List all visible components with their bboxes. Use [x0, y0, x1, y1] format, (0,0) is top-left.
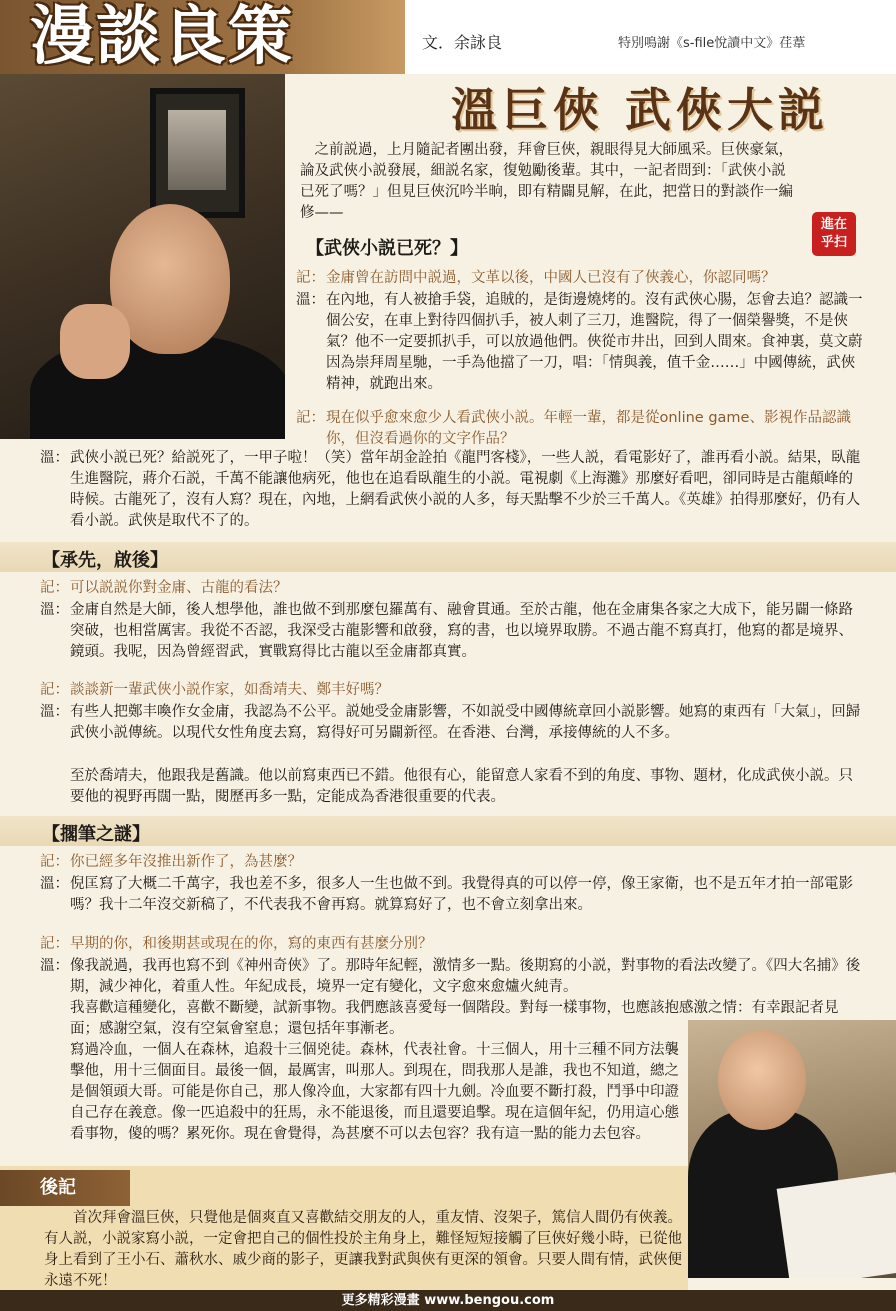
postscript-text: 首次拜會溫巨俠，只覺他是個爽直又喜歡結交朋友的人，重友情、沒架子，篤信人間仍有俠義。有人説，小説家寫小説，一定會把自己的個性投於主角身上，難怪短短接觸了巨俠好幾小時，已從他身上看到了王小石、蕭秋水、戚少商的影子，更讓我對武與俠有更深的領會。只要人間有情，武俠便永遠不死！	[44, 1210, 682, 1289]
section-heading-2: 【承先，啟後】	[42, 550, 168, 571]
credit-line: 特別鳴謝《s-file悅讀中文》荏葦	[618, 36, 806, 51]
photo-hand-shape	[60, 304, 130, 379]
intro-paragraph: 之前説過，上月隨記者團出發，拜會巨俠，親眼得見大師風采。巨俠豪氣，論及武俠小説發展，細説名家，復勉勵後輩。其中，一記者問到：「武俠小説已死了嗎？」但見巨俠沉吟半晌，即有精闢見解，在此，把當日的對談作一編修——	[300, 142, 793, 221]
answer-6: 溫： 像我説過，我再也寫不到《神州奇俠》了。那時年紀輕，激情多一點。後期寫的小説，對事物的看法改變了。《四大名捕》後期，減少神化，着重人性。年紀成長，境界一定有變化，文字愈來愈爐火純青。	[40, 958, 861, 995]
photo-head-shape	[718, 1030, 806, 1130]
author-photo	[0, 74, 285, 439]
author-signing-photo	[688, 1020, 896, 1278]
picture-frame	[150, 88, 245, 218]
question-4: 記： 談談新一輩武俠小説作家，如喬靖夫、鄭丰好嗎？	[40, 682, 389, 698]
answer-2: 溫： 武俠小説已死？給説死了，一甲子啦！（笑）當年胡金詮拍《龍門客棧》，一些人説，看電影好了，誰再看小説。結果，臥龍生進醫院，蔣介石説，千萬不能讓他病死，他也在追看臥龍生的小説。電視劇《上海灘》那麼好看吧，卻同時是古龍顛峰的時候。古龍死了，沒有人寫？現在，內地，上網看武俠小説的人多，每天點擊不少於三千萬人。《英雄》拍得那麼好，仍有人看小説。武俠是取代不了的。	[40, 450, 861, 529]
byline: 文．余詠良	[422, 33, 503, 52]
answer-6-continued-2: 寫過冷血，一個人在森林，追殺十三個兇徒。森林，代表社會。十三個人，用十三種不同方法襲擊他，用十三個面目。最後一個，最厲害，叫那人。到現在，問我那人是誰，我也不知道，總之是個領頭大哥。可能是你自己，那人像冷血，大家都有四十九劍。冷血要不斷打殺，鬥爭中印證自己存在義意。像一匹追殺中的狂馬，永不能退後，而且還要追擊。現在這個年紀，仍用這心態看事物，傻的嗎？累死你。現在會覺得，為甚麼不可以去包容？我有這一點的能力去包容。	[70, 1042, 679, 1142]
postscript-heading: 後記	[0, 1170, 130, 1206]
answer-1: 溫： 在內地，有人被搶手袋，追賊的，是街邊燒烤的。沒有武俠心腸，怎會去追？認識一個公安，在車上對待四個扒手，被人刺了三刀，進醫院，得了一個榮譽獎，不是俠氣？他不一定要抓扒手，可以放過他們。俠從市井出，回到人間來。食神裏，莫文蔚因為崇拜周星馳，一手為他擋了一刀，唱：「情與義，值千金……」中國傳統，武俠精神，就跑出來。	[296, 292, 863, 392]
answer-4-continued: 至於喬靖夫，他跟我是舊識。他以前寫東西已不錯。他很有心，能留意人家看不到的角度、事物、題材，化成武俠小説。只要他的視野再闊一點，閱歷再多一點，定能成為香港很重要的代表。	[70, 768, 853, 805]
article-title: 溫巨俠 武俠大説	[450, 83, 829, 137]
red-stamp-badge: 進在 乎扫	[812, 212, 856, 256]
question-5: 記： 你已經多年沒推出新作了，為甚麼？	[40, 854, 302, 870]
logo-band	[0, 0, 405, 74]
section-heading-1: 【武俠小説已死？】	[306, 238, 468, 259]
footer-banner: 更多精彩漫畫 www.bengou.com	[0, 1290, 896, 1311]
question-6: 記： 早期的你，和後期甚或現在的你，寫的東西有甚麼分別？	[40, 936, 433, 952]
answer-4: 溫： 有些人把鄭丰喚作女金庸，我認為不公平。説她受金庸影響，不如説受中國傳統章回小説影響。她寫的東西有「大氣」，回歸武俠小説傳統。以現代女性角度去寫，寫得好可另闢新徑。在香港、台灣，承接傳統的人不多。	[40, 704, 861, 741]
question-1: 記： 金庸曾在訪問中説過，文革以後，中國人已沒有了俠義心，你認同嗎？	[296, 270, 776, 286]
answer-3: 溫： 金庸自然是大師，後人想學他，誰也做不到那麼包羅萬有、融會貫通。至於古龍，他在金庸集各家之大成下，能另闢一條路突破，也相當厲害。我從不否認，我深受古龍影響和啟發，寫的書，也以境界取勝。不過古龍不寫真打，他寫的都是境界、鏡頭。我呢，因為曾經習武，實戰寫得比古龍以至金庸都真實。	[40, 602, 853, 660]
photo-paper-shape	[777, 1172, 896, 1278]
answer-5: 溫： 倪匡寫了大概二千萬字，我也差不多，很多人一生也做不到。我覺得真的可以停一停，像王家衛，也不是五年才拍一部電影嗎？我十二年沒交新稿了，不代表我不會再寫。就算寫好了，也不會立刻拿出來。	[40, 876, 853, 913]
section-heading-3: 【擱筆之謎】	[42, 824, 150, 845]
masthead	[0, 0, 896, 74]
question-3: 記： 可以説説你對金庸、古龍的看法？	[40, 580, 288, 596]
column-logo: 漫談良策	[30, 0, 294, 74]
answer-6-continued-1: 我喜歡這種變化，喜歡不斷變，試新事物。我們應該喜愛每一個階段。對每一樣事物，也應該抱感激之情：有幸跟記者見面；感謝空氣，沒有空氣會窒息；還包括年事漸老。	[70, 1000, 839, 1037]
question-2: 記： 現在似乎愈來愈少人看武俠小説。年輕一輩，都是從online game、影視作品認識你，但沒看過你的文字作品？	[296, 410, 851, 447]
